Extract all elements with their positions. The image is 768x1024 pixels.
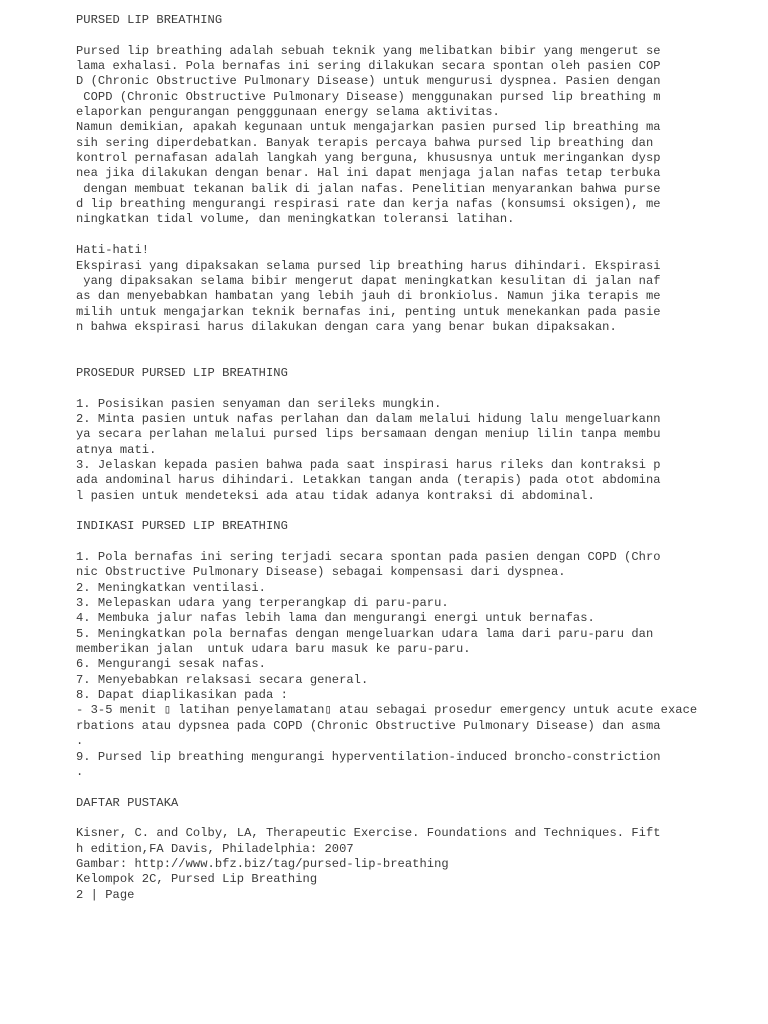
- text-line-39: 4. Membuka jalur nafas lebih lama dan mengurangi energi untuk bernafas.: [76, 611, 595, 626]
- text-line-40: 5. Meningkatkan pola bernafas dengan mengeluarkan udara lama dari paru-paru dan: [76, 626, 654, 641]
- text-line-12: d lip breathing mengurangi respirasi rate dan kerja nafas (konsumsi oksigen), me: [76, 197, 661, 212]
- text-line-45: - 3-5 menit ▯ latihan penyelamatan▯ atau sebagai prosedur emergency untuk acute exace: [76, 703, 698, 718]
- text-line-41: memberikan jalan untuk udara baru masuk ke paru-paru.: [76, 642, 471, 657]
- text-line-38: 3. Melepaskan udara yang terperangkap di paru-paru.: [76, 596, 449, 611]
- text-line-22: [76, 351, 696, 366]
- document-page: [76, 13, 696, 903]
- text-line-8: sih sering diperdebatkan. Banyak terapis percaya bahwa pursed lip breathing dan: [76, 135, 654, 150]
- text-line-27: ya secara perlahan melalui pursed lips bersamaan dengan meniup lilin tanpa membu: [76, 427, 661, 442]
- text-line-21: [76, 335, 696, 350]
- text-line-55: Gambar: http://www.bfz.biz/tag/pursed-lip-breathing: [76, 856, 449, 871]
- text-line-32: [76, 504, 696, 519]
- text-line-25: 1. Posisikan pasien senyaman dan serileks mungkin.: [76, 396, 442, 411]
- text-line-56: Kelompok 2C, Pursed Lip Breathing: [76, 872, 318, 887]
- text-line-15: Hati-hati!: [76, 243, 150, 258]
- text-line-44: 8. Dapat diaplikasikan pada :: [76, 688, 288, 703]
- text-line-53: Kisner, C. and Colby, LA, Therapeutic Exercise. Foundations and Techniques. Fift: [76, 826, 661, 841]
- text-line-30: ada andominal harus dihindari. Letakkan tangan anda (terapis) pada otot abdomina: [76, 473, 661, 488]
- text-line-47: .: [76, 734, 84, 749]
- text-line-16: Ekspirasi yang dipaksakan selama pursed lip breathing harus dihindari. Ekspirasi: [76, 258, 661, 273]
- text-line-57: 2 | Page: [76, 887, 135, 902]
- text-line-19: milih untuk mengajarkan teknik bernafas ini, penting untuk menekankan pada pasie: [76, 304, 661, 319]
- text-line-33: INDIKASI PURSED LIP BREATHING: [76, 519, 288, 534]
- text-line-6: elaporkan pengurangan pengggunaan energy selama aktivitas.: [76, 105, 500, 120]
- text-line-31: l pasien untuk mendeteksi ada atau tidak adanya kontraksi di abdominal.: [76, 488, 595, 503]
- text-line-28: atnya mati.: [76, 442, 157, 457]
- text-line-36: nic Obstructive Pulmonary Disease) sebagai kompensasi dari dyspnea.: [76, 565, 566, 580]
- text-line-51: DAFTAR PUSTAKA: [76, 795, 179, 810]
- text-line-5: COPD (Chronic Obstructive Pulmonary Disease) menggunakan pursed lip breathing m: [76, 89, 661, 104]
- text-line-49: .: [76, 764, 84, 779]
- text-line-48: 9. Pursed lip breathing mengurangi hyperventilation-induced broncho-constriction: [76, 749, 661, 764]
- text-line-14: [76, 228, 696, 243]
- text-line-23: PROSEDUR PURSED LIP BREATHING: [76, 365, 288, 380]
- text-line-2: Pursed lip breathing adalah sebuah teknik yang melibatkan bibir yang mengerut se: [76, 43, 661, 58]
- text-line-7: Namun demikian, apakah kegunaan untuk mengajarkan pasien pursed lip breathing ma: [76, 120, 661, 135]
- text-line-20: n bahwa ekspirasi harus dilakukan dengan cara yang benar bukan dipaksakan.: [76, 319, 617, 334]
- text-line-37: 2. Meningkatkan ventilasi.: [76, 580, 266, 595]
- text-line-13: ningkatkan tidal volume, dan meningkatkan toleransi latihan.: [76, 212, 515, 227]
- text-line-46: rbations atau dypsnea pada COPD (Chronic Obstructive Pulmonary Disease) dan asma: [76, 718, 661, 733]
- text-line-42: 6. Mengurangi sesak nafas.: [76, 657, 266, 672]
- text-line-43: 7. Menyebabkan relaksasi secara general.: [76, 672, 369, 687]
- text-line-4: D (Chronic Obstructive Pulmonary Disease) untuk mengurusi dyspnea. Pasien dengan: [76, 74, 661, 89]
- text-line-0: PURSED LIP BREATHING: [76, 13, 223, 27]
- text-line-1: [76, 28, 696, 43]
- text-line-50: [76, 780, 696, 795]
- text-line-18: as dan menyebabkan hambatan yang lebih jauh di bronkiolus. Namun jika terapis me: [76, 289, 661, 304]
- text-line-9: kontrol pernafasan adalah langkah yang berguna, khususnya untuk meringankan dysp: [76, 151, 661, 166]
- text-line-11: dengan membuat tekanan balik di jalan nafas. Penelitian menyarankan bahwa purse: [76, 181, 661, 196]
- text-line-34: [76, 535, 696, 550]
- text-line-17: yang dipaksakan selama bibir mengerut dapat meningkatkan kesulitan di jalan naf: [76, 273, 661, 288]
- text-line-24: [76, 381, 696, 396]
- text-line-3: lama exhalasi. Pola bernafas ini sering dilakukan secara spontan oleh pasien COP: [76, 59, 661, 74]
- text-line-54: h edition,FA Davis, Philadelphia: 2007: [76, 841, 354, 856]
- text-line-29: 3. Jelaskan kepada pasien bahwa pada saat inspirasi harus rileks dan kontraksi p: [76, 457, 661, 472]
- text-line-52: [76, 811, 696, 826]
- text-line-26: 2. Minta pasien untuk nafas perlahan dan dalam melalui hidung lalu mengeluarkann: [76, 411, 661, 426]
- text-line-10: nea jika dilakukan dengan benar. Hal ini dapat menjaga jalan nafas tetap terbuka: [76, 166, 661, 181]
- text-line-35: 1. Pola bernafas ini sering terjadi secara spontan pada pasien dengan COPD (Chro: [76, 550, 661, 565]
